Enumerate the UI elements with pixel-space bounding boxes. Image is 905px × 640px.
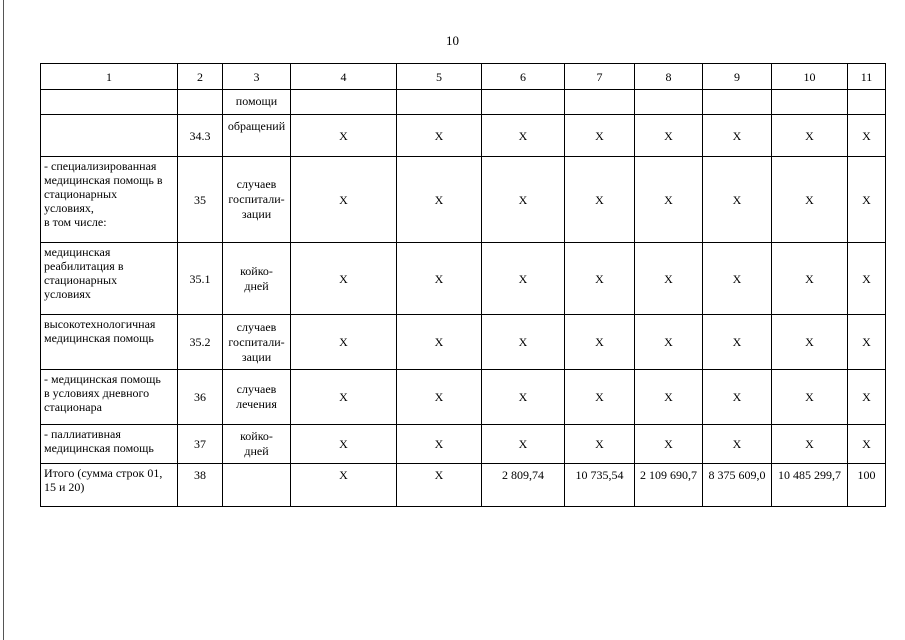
row-unit: койко- дней bbox=[223, 243, 291, 315]
row-value: X bbox=[848, 425, 886, 464]
row-name: высокотехнологичная медицинская помощь bbox=[41, 315, 178, 370]
row-value: X bbox=[291, 157, 397, 243]
row-code: 35.1 bbox=[178, 243, 223, 315]
row-unit: койко- дней bbox=[223, 425, 291, 464]
header-row bbox=[41, 64, 886, 90]
row-value bbox=[291, 90, 397, 115]
header-cell: 11 bbox=[848, 64, 886, 90]
row-value: 100 bbox=[848, 464, 886, 507]
row-value: 2 109 690,7 bbox=[635, 464, 703, 507]
row-value bbox=[772, 90, 848, 115]
row-name: Итого (сумма строк 01, 15 и 20) bbox=[41, 464, 178, 507]
row-value: X bbox=[291, 425, 397, 464]
row-value: X bbox=[565, 243, 635, 315]
table-row bbox=[41, 370, 886, 425]
row-value: X bbox=[482, 425, 565, 464]
row-unit: случаев госпитали- зации bbox=[223, 315, 291, 370]
table-row bbox=[41, 425, 886, 464]
row-value: X bbox=[291, 464, 397, 507]
data-table bbox=[40, 63, 886, 507]
row-value: X bbox=[635, 115, 703, 157]
row-unit: случаев госпитали- зации bbox=[223, 157, 291, 243]
table-row bbox=[41, 243, 886, 315]
row-name: - паллиативная медицинская помощь bbox=[41, 425, 178, 464]
header-cell: 7 bbox=[565, 64, 635, 90]
row-value: X bbox=[291, 370, 397, 425]
row-value: X bbox=[565, 425, 635, 464]
header-cell: 9 bbox=[703, 64, 772, 90]
page-left-border bbox=[3, 0, 4, 640]
row-code: 36 bbox=[178, 370, 223, 425]
row-value: X bbox=[482, 315, 565, 370]
row-value: X bbox=[635, 425, 703, 464]
row-value: X bbox=[772, 157, 848, 243]
row-value: X bbox=[482, 370, 565, 425]
row-code bbox=[178, 90, 223, 115]
row-value: 8 375 609,0 bbox=[703, 464, 772, 507]
table-row bbox=[41, 315, 886, 370]
row-value: 2 809,74 bbox=[482, 464, 565, 507]
row-unit: помощи bbox=[223, 90, 291, 115]
row-value: X bbox=[703, 370, 772, 425]
row-value: X bbox=[397, 243, 482, 315]
row-value: X bbox=[482, 115, 565, 157]
row-value bbox=[703, 90, 772, 115]
table-row bbox=[41, 157, 886, 243]
row-code: 35.2 bbox=[178, 315, 223, 370]
row-value: X bbox=[291, 243, 397, 315]
row-unit: случаев лечения bbox=[223, 370, 291, 425]
row-value: X bbox=[565, 157, 635, 243]
row-value: X bbox=[703, 115, 772, 157]
row-value: X bbox=[848, 243, 886, 315]
row-value: X bbox=[635, 243, 703, 315]
total-row bbox=[41, 464, 886, 507]
row-value: X bbox=[291, 315, 397, 370]
row-value: X bbox=[848, 370, 886, 425]
row-name bbox=[41, 115, 178, 157]
header-cell: 10 bbox=[772, 64, 848, 90]
row-value: 10 735,54 bbox=[565, 464, 635, 507]
row-value: X bbox=[565, 315, 635, 370]
row-value: X bbox=[397, 115, 482, 157]
header-cell: 5 bbox=[397, 64, 482, 90]
row-unit bbox=[223, 464, 291, 507]
row-value bbox=[635, 90, 703, 115]
header-cell: 1 bbox=[41, 64, 178, 90]
row-value: X bbox=[772, 115, 848, 157]
row-code: 37 bbox=[178, 425, 223, 464]
header-cell: 8 bbox=[635, 64, 703, 90]
row-value: X bbox=[635, 157, 703, 243]
table-row bbox=[41, 115, 886, 157]
row-name: - медицинская помощь в условиях дневного стационара bbox=[41, 370, 178, 425]
row-value: X bbox=[848, 157, 886, 243]
row-name: - специализированная медицинская помощь в стационарных условиях, в том числе: bbox=[41, 157, 178, 243]
header-cell: 2 bbox=[178, 64, 223, 90]
row-value: X bbox=[848, 115, 886, 157]
header-cell: 3 bbox=[223, 64, 291, 90]
row-value: X bbox=[703, 157, 772, 243]
header-cell: 6 bbox=[482, 64, 565, 90]
row-value bbox=[565, 90, 635, 115]
row-name bbox=[41, 90, 178, 115]
row-value: X bbox=[772, 370, 848, 425]
row-code: 38 bbox=[178, 464, 223, 507]
row-value: X bbox=[565, 370, 635, 425]
row-code: 35 bbox=[178, 157, 223, 243]
row-value: X bbox=[635, 315, 703, 370]
row-value: X bbox=[291, 115, 397, 157]
row-name: медицинская реабилитация в стационарных условиях bbox=[41, 243, 178, 315]
row-code: 34.3 bbox=[178, 115, 223, 157]
row-value: X bbox=[772, 243, 848, 315]
row-value: X bbox=[397, 315, 482, 370]
header-cell: 4 bbox=[291, 64, 397, 90]
row-value: X bbox=[482, 243, 565, 315]
row-value: X bbox=[772, 425, 848, 464]
row-value: X bbox=[565, 115, 635, 157]
page-number: 10 bbox=[446, 33, 459, 48]
row-unit: обращений bbox=[223, 115, 291, 157]
row-value: X bbox=[397, 425, 482, 464]
row-value: X bbox=[482, 157, 565, 243]
row-value: X bbox=[703, 425, 772, 464]
table-row bbox=[41, 90, 886, 115]
row-value: X bbox=[703, 243, 772, 315]
row-value bbox=[482, 90, 565, 115]
row-value: X bbox=[635, 370, 703, 425]
row-value: X bbox=[397, 157, 482, 243]
row-value: X bbox=[848, 315, 886, 370]
row-value: X bbox=[703, 315, 772, 370]
row-value: X bbox=[397, 464, 482, 507]
row-value: X bbox=[397, 370, 482, 425]
row-value: X bbox=[772, 315, 848, 370]
row-value bbox=[397, 90, 482, 115]
row-value bbox=[848, 90, 886, 115]
row-value: 10 485 299,7 bbox=[772, 464, 848, 507]
